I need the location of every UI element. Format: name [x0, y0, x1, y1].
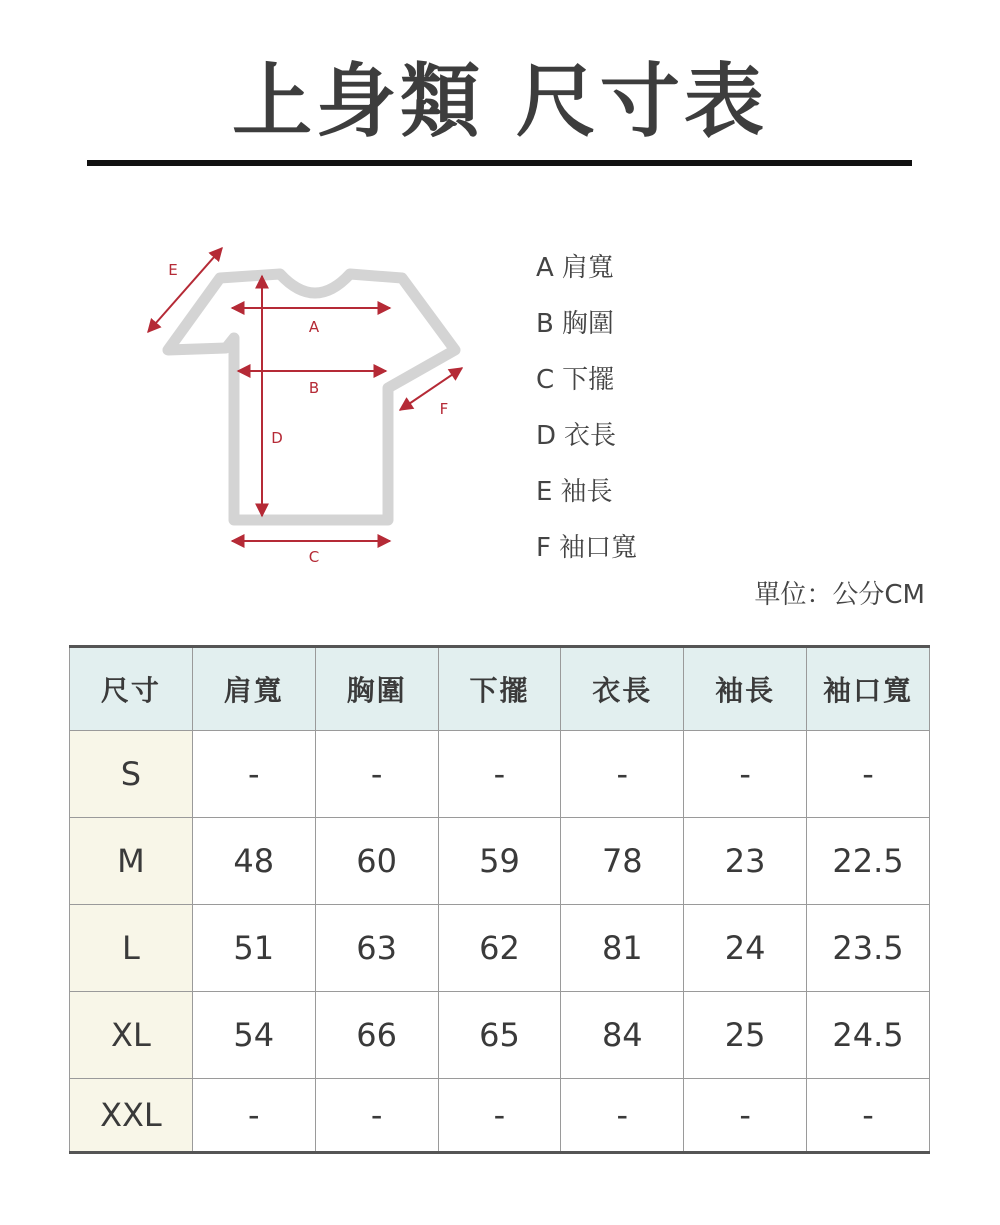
table-cell: - — [315, 1079, 438, 1153]
title-divider — [87, 160, 912, 166]
table-cell: 81 — [561, 905, 684, 992]
measure-a-label: A — [308, 318, 320, 336]
header-sleeve-length: 袖長 — [684, 647, 807, 731]
table-cell: 65 — [438, 992, 561, 1079]
table-row — [70, 1079, 930, 1153]
legend-text: 袖長 — [560, 477, 613, 507]
table-cell: - — [192, 731, 315, 818]
table-cell: - — [684, 1079, 807, 1153]
table-cell: 60 — [315, 818, 438, 905]
legend-letter: E — [536, 477, 553, 507]
measure-b-label: B — [308, 379, 320, 397]
header-length: 衣長 — [561, 647, 684, 731]
measure-f-label: F — [439, 400, 449, 418]
header-hem: 下擺 — [438, 647, 561, 731]
table-cell: 78 — [561, 818, 684, 905]
legend-text: 袖口寬 — [558, 533, 637, 563]
table-row — [70, 731, 930, 818]
table-cell: - — [684, 731, 807, 818]
header-size: 尺寸 — [70, 647, 193, 731]
legend-item-c — [536, 360, 637, 416]
table-cell: - — [807, 731, 930, 818]
table-cell: - — [807, 1079, 930, 1153]
measurement-legend — [536, 248, 637, 584]
table-row — [70, 992, 930, 1079]
table-cell: 22.5 — [807, 818, 930, 905]
legend-letter: F — [536, 533, 551, 563]
table-cell: - — [561, 1079, 684, 1153]
measure-e-label: E — [168, 261, 178, 279]
size-table — [69, 645, 930, 1154]
size-cell: S — [70, 731, 193, 818]
header-cuff-width: 袖口寬 — [807, 647, 930, 731]
table-cell: 23.5 — [807, 905, 930, 992]
legend-item-a — [536, 248, 637, 304]
legend-letter: A — [536, 253, 554, 283]
legend-text: 肩寬 — [561, 253, 614, 283]
table-cell: 51 — [192, 905, 315, 992]
legend-item-e — [536, 472, 637, 528]
table-cell: 63 — [315, 905, 438, 992]
table-cell: 59 — [438, 818, 561, 905]
size-cell: XXL — [70, 1079, 193, 1153]
legend-text: 胸圍 — [561, 309, 614, 339]
legend-letter: D — [536, 421, 557, 451]
table-cell: 84 — [561, 992, 684, 1079]
tshirt-outline — [168, 274, 455, 520]
table-cell: - — [438, 731, 561, 818]
legend-item-b — [536, 304, 637, 360]
measure-d-label: D — [271, 429, 283, 447]
unit-note: 單位：公分CM — [754, 580, 925, 610]
tshirt-measurement-diagram — [140, 238, 470, 568]
size-cell: L — [70, 905, 193, 992]
table-cell: 66 — [315, 992, 438, 1079]
legend-text: 下擺 — [562, 365, 615, 395]
table-cell: 48 — [192, 818, 315, 905]
size-cell: XL — [70, 992, 193, 1079]
table-cell: 62 — [438, 905, 561, 992]
table-cell: 23 — [684, 818, 807, 905]
table-cell: - — [561, 731, 684, 818]
legend-letter: B — [536, 309, 554, 339]
table-row — [70, 905, 930, 992]
table-cell: - — [315, 731, 438, 818]
table-cell: 24 — [684, 905, 807, 992]
legend-text: 衣長 — [564, 421, 617, 451]
legend-item-d — [536, 416, 637, 472]
table-cell: - — [438, 1079, 561, 1153]
size-cell: M — [70, 818, 193, 905]
page-title: 上身類 尺寸表 — [232, 55, 768, 148]
table-cell: - — [192, 1079, 315, 1153]
header-shoulder: 肩寬 — [192, 647, 315, 731]
table-cell: 54 — [192, 992, 315, 1079]
measure-c-label: C — [308, 548, 320, 566]
table-row — [70, 818, 930, 905]
table-header-row — [70, 647, 930, 731]
legend-letter: C — [536, 365, 555, 395]
table-cell: 24.5 — [807, 992, 930, 1079]
header-chest: 胸圍 — [315, 647, 438, 731]
legend-item-f — [536, 528, 637, 584]
table-cell: 25 — [684, 992, 807, 1079]
